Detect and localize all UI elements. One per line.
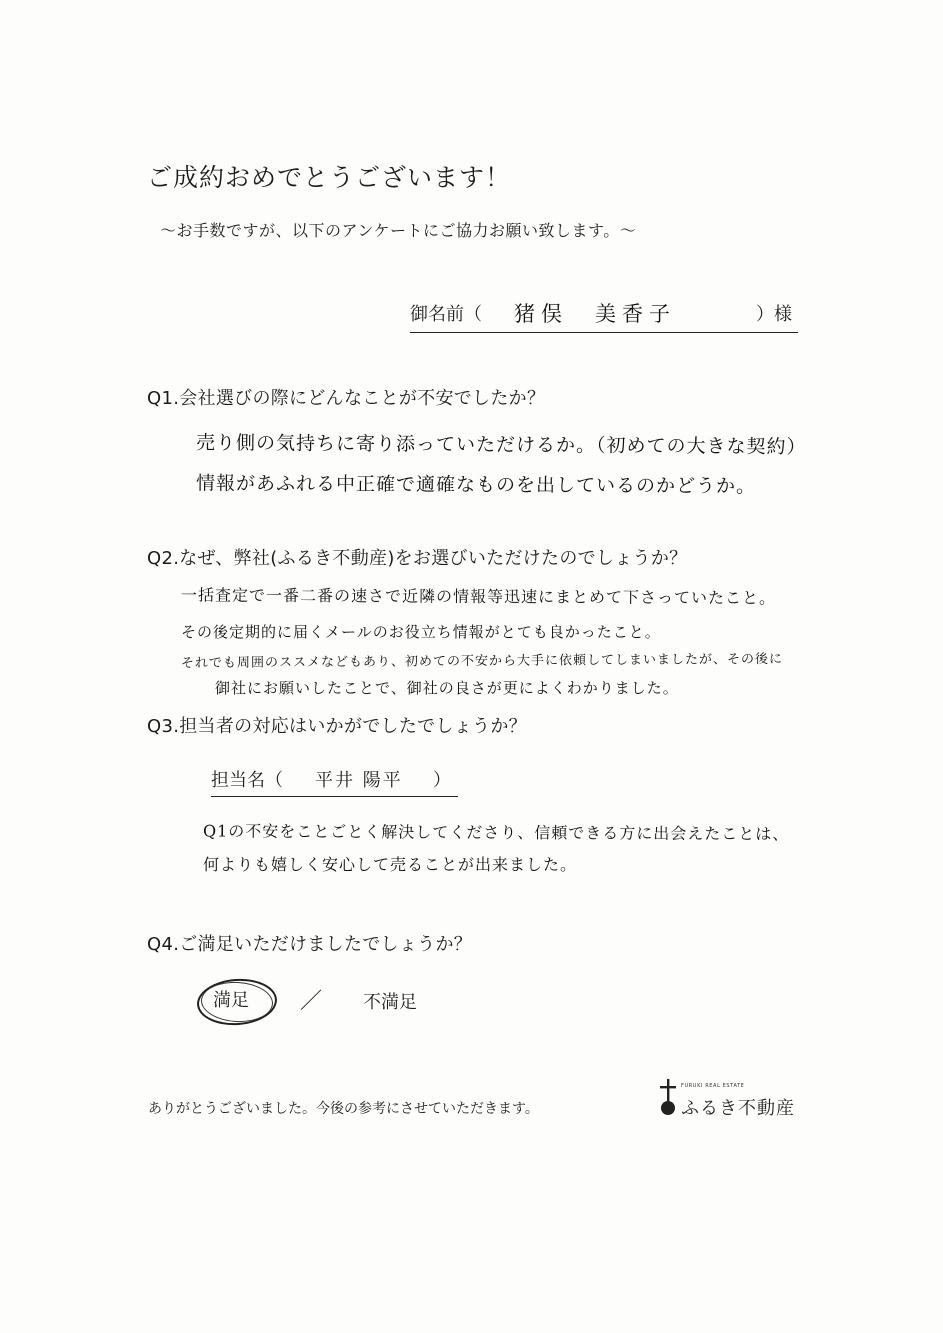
q3-answer-line: Q1の不安をことごとく解決してくださり、信頼できる方に出会えたことは、 [202, 821, 790, 844]
staff-field [211, 766, 458, 797]
staff-value: 平井 陽平 [315, 770, 403, 791]
q2-question: Q2.なぜ、弊社(ふるき不動産)をお選びいただけたのでしょうか？ [147, 548, 688, 569]
name-field [410, 298, 798, 333]
company-logo [657, 1079, 807, 1123]
q1-question: Q1.会社選びの際にどんなことが不安でしたか？ [147, 388, 546, 409]
option-unsatisfied: 不満足 [363, 992, 417, 1013]
logo-cross-icon [657, 1079, 681, 1119]
q1-answer-line: 売り側の気持ちに寄り添っていただけるか。（初めての大きな契約） [195, 431, 807, 459]
name-value: 猪俣 美香子 [514, 302, 676, 326]
q3-answer-line: 何よりも嬉しく安心して売ることが出来ました。 [203, 855, 578, 874]
option-satisfied: 満足 [213, 990, 249, 1011]
q3-question: Q3.担当者の対応はいかがでしたでしょうか？ [147, 716, 527, 737]
q2-answer-line: その後定期的に届くメールのお役立ち情報がとても良かったこと。 [181, 623, 661, 641]
page-subtitle: ～お手数ですが、以下のアンケートにご協力お願い致します。～ [160, 221, 637, 240]
staff-label: 担当名（ [211, 770, 283, 791]
staff-close-paren: ） [433, 770, 451, 791]
page-title: ご成約おめでとうございます！ [147, 163, 512, 192]
name-label: 御名前（ [410, 304, 482, 325]
q1-answer-line: 情報があふれる中正確で適確なものを出しているのかどうか。 [195, 472, 757, 498]
option-separator: ／ [300, 989, 323, 1014]
q2-answer-line: 御社にお願いしたことで、御社の良さが更によくわかりました。 [215, 679, 679, 697]
q2-answer-line: 一括査定で一番二番の速さで近隣の情報等迅速にまとめて下さっていたこと。 [180, 585, 777, 608]
q4-question: Q4.ご満足いただけましたでしょうか？ [147, 934, 473, 955]
name-suffix: ）様 [756, 304, 792, 325]
footer-thanks: ありがとうございました。今後の参考にさせていただきます。 [148, 1101, 539, 1117]
logo-text: ふるき不動産 [681, 1098, 795, 1119]
q2-answer-line: それでも周囲のススメなどもあり、初めての不安から大手に依頼してしまいましたが、その後に [180, 651, 784, 672]
logo-subtitle: FURUKI REAL ESTATE [681, 1083, 745, 1089]
